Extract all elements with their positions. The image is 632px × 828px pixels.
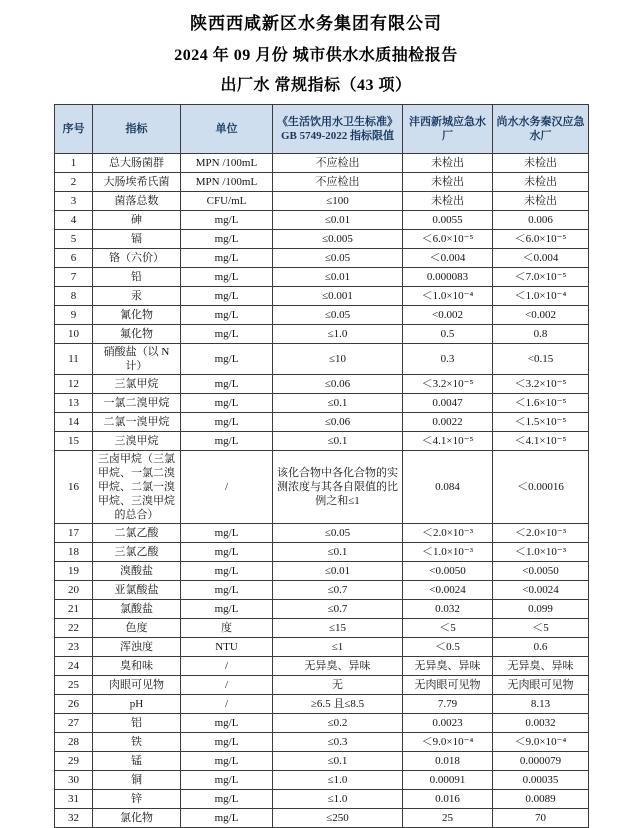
cell-indicator: 硝酸盐（以 N 计）: [93, 344, 181, 375]
cell-indicator: 氟化物: [93, 325, 181, 344]
cell-unit: MPN /100mL: [181, 173, 273, 192]
cell-limit: ≤0.01: [273, 211, 403, 230]
cell-no: 29: [55, 752, 93, 771]
table-row: [55, 733, 589, 752]
cell-indicator: 菌落总数: [93, 192, 181, 211]
cell-plant1: <0.0050: [403, 562, 493, 581]
cell-no: 24: [55, 657, 93, 676]
cell-unit: mg/L: [181, 771, 273, 790]
cell-limit: ≤0.7: [273, 581, 403, 600]
table-row: [55, 790, 589, 809]
table-row: [55, 451, 589, 524]
cell-indicator: 铁: [93, 733, 181, 752]
cell-plant2: 0.0089: [493, 790, 589, 809]
cell-plant2: 未检出: [493, 154, 589, 173]
column-header-indicator: 指标: [93, 105, 181, 154]
cell-plant1: 0.5: [403, 325, 493, 344]
cell-limit: 不应检出: [273, 173, 403, 192]
cell-plant1: 25: [403, 809, 493, 828]
cell-limit: ≤1.0: [273, 771, 403, 790]
cell-unit: mg/L: [181, 432, 273, 451]
cell-limit: ≤15: [273, 619, 403, 638]
table-row: [55, 600, 589, 619]
table-row: [55, 268, 589, 287]
cell-unit: CFU/mL: [181, 192, 273, 211]
cell-unit: mg/L: [181, 714, 273, 733]
table-row: [55, 809, 589, 828]
table-row: [55, 432, 589, 451]
cell-unit: mg/L: [181, 325, 273, 344]
cell-plant1: 0.0023: [403, 714, 493, 733]
cell-limit: ≤10: [273, 344, 403, 375]
cell-plant1: 0.00091: [403, 771, 493, 790]
table-row: [55, 543, 589, 562]
table-row: [55, 375, 589, 394]
cell-plant2: 无肉眼可见物: [493, 676, 589, 695]
cell-plant1: ＜5: [403, 619, 493, 638]
cell-no: 14: [55, 413, 93, 432]
cell-plant2: ＜1.0×10⁻⁴: [493, 287, 589, 306]
cell-no: 18: [55, 543, 93, 562]
cell-unit: mg/L: [181, 413, 273, 432]
cell-plant1: 未检出: [403, 154, 493, 173]
cell-plant1: 未检出: [403, 192, 493, 211]
cell-plant1: 7.79: [403, 695, 493, 714]
table-row: [55, 306, 589, 325]
cell-no: 20: [55, 581, 93, 600]
cell-indicator: 一氯二溴甲烷: [93, 394, 181, 413]
cell-limit: ≤0.05: [273, 306, 403, 325]
cell-unit: mg/L: [181, 733, 273, 752]
cell-unit: 度: [181, 619, 273, 638]
cell-no: 6: [55, 249, 93, 268]
cell-no: 11: [55, 344, 93, 375]
cell-limit: ≤0.1: [273, 432, 403, 451]
cell-unit: mg/L: [181, 600, 273, 619]
cell-no: 9: [55, 306, 93, 325]
cell-unit: mg/L: [181, 375, 273, 394]
table-row: [55, 394, 589, 413]
column-header-plant2: 尚水水务秦汉应急水厂: [493, 105, 589, 154]
cell-unit: mg/L: [181, 543, 273, 562]
cell-indicator: 二氯一溴甲烷: [93, 413, 181, 432]
cell-indicator: 臭和味: [93, 657, 181, 676]
cell-no: 5: [55, 230, 93, 249]
cell-plant1: 0.0022: [403, 413, 493, 432]
cell-limit: 不应检出: [273, 154, 403, 173]
cell-indicator: 亚氯酸盐: [93, 581, 181, 600]
cell-limit: ≤100: [273, 192, 403, 211]
cell-plant1: <0.0024: [403, 581, 493, 600]
cell-no: 15: [55, 432, 93, 451]
cell-plant1: ＜9.0×10⁻⁴: [403, 733, 493, 752]
cell-plant2: ＜0.004: [493, 249, 589, 268]
table-row: [55, 581, 589, 600]
cell-limit: ≤1.0: [273, 325, 403, 344]
cell-limit: ≤1.0: [273, 790, 403, 809]
cell-plant1: 无肉眼可见物: [403, 676, 493, 695]
cell-no: 22: [55, 619, 93, 638]
cell-no: 13: [55, 394, 93, 413]
report-subtitle: 出厂水 常规指标（43 项）: [220, 77, 412, 94]
company-title: 陕西西咸新区水务集团有限公司: [190, 14, 442, 33]
column-header-unit: 单位: [181, 105, 273, 154]
cell-plant1: 0.084: [403, 451, 493, 524]
cell-indicator: 三溴甲烷: [93, 432, 181, 451]
table-row: [55, 714, 589, 733]
cell-indicator: 锰: [93, 752, 181, 771]
table-row: [55, 192, 589, 211]
cell-no: 32: [55, 809, 93, 828]
cell-plant2: 0.099: [493, 600, 589, 619]
cell-plant1: ＜0.004: [403, 249, 493, 268]
cell-indicator: pH: [93, 695, 181, 714]
cell-plant2: 0.0032: [493, 714, 589, 733]
table-row: [55, 676, 589, 695]
cell-unit: mg/L: [181, 287, 273, 306]
cell-unit: /: [181, 676, 273, 695]
cell-no: 28: [55, 733, 93, 752]
table-row: [55, 287, 589, 306]
cell-no: 30: [55, 771, 93, 790]
cell-indicator: 肉眼可见物: [93, 676, 181, 695]
table-header-row: [55, 105, 589, 154]
cell-plant1: 0.032: [403, 600, 493, 619]
cell-unit: /: [181, 451, 273, 524]
cell-indicator: 三卤甲烷（三氯甲烷、一氯二溴甲烷、二氯一溴甲烷、三溴甲烷的总合）: [93, 451, 181, 524]
cell-indicator: 氯化物: [93, 809, 181, 828]
cell-no: 3: [55, 192, 93, 211]
cell-limit: ≤0.05: [273, 524, 403, 543]
cell-limit: ≤0.1: [273, 752, 403, 771]
cell-limit: ≤0.3: [273, 733, 403, 752]
column-header-plant1: 沣西新城应急水厂: [403, 105, 493, 154]
cell-plant2: ＜3.2×10⁻⁵: [493, 375, 589, 394]
cell-plant2: <0.15: [493, 344, 589, 375]
table-row: [55, 211, 589, 230]
cell-indicator: 溴酸盐: [93, 562, 181, 581]
cell-limit: ≤0.7: [273, 600, 403, 619]
cell-plant2: ＜5: [493, 619, 589, 638]
cell-no: 1: [55, 154, 93, 173]
cell-plant2: 0.6: [493, 638, 589, 657]
cell-indicator: 砷: [93, 211, 181, 230]
cell-unit: mg/L: [181, 211, 273, 230]
cell-plant1: 0.000083: [403, 268, 493, 287]
cell-plant1: ＜2.0×10⁻³: [403, 524, 493, 543]
cell-plant2: 0.00035: [493, 771, 589, 790]
cell-unit: mg/L: [181, 306, 273, 325]
cell-limit: ≤0.1: [273, 394, 403, 413]
table-row: [55, 752, 589, 771]
cell-unit: mg/L: [181, 581, 273, 600]
table-row: [55, 562, 589, 581]
cell-plant1: ＜1.0×10⁻⁴: [403, 287, 493, 306]
cell-no: 10: [55, 325, 93, 344]
cell-limit: 无: [273, 676, 403, 695]
cell-no: 25: [55, 676, 93, 695]
cell-no: 4: [55, 211, 93, 230]
table-row: [55, 249, 589, 268]
cell-indicator: 二氯乙酸: [93, 524, 181, 543]
cell-plant2: 无异臭、异味: [493, 657, 589, 676]
cell-limit: ≤0.06: [273, 375, 403, 394]
table-row: [55, 344, 589, 375]
cell-indicator: 三氯甲烷: [93, 375, 181, 394]
cell-plant2: ＜2.0×10⁻³: [493, 524, 589, 543]
cell-no: 12: [55, 375, 93, 394]
cell-plant2: <0.002: [493, 306, 589, 325]
cell-plant1: ＜4.1×10⁻⁵: [403, 432, 493, 451]
cell-unit: mg/L: [181, 790, 273, 809]
cell-no: 31: [55, 790, 93, 809]
cell-indicator: 汞: [93, 287, 181, 306]
cell-indicator: 铜: [93, 771, 181, 790]
cell-limit: ≤0.05: [273, 249, 403, 268]
table-row: [55, 413, 589, 432]
cell-no: 16: [55, 451, 93, 524]
table-row: [55, 771, 589, 790]
cell-no: 2: [55, 173, 93, 192]
cell-plant2: ＜1.0×10⁻³: [493, 543, 589, 562]
cell-unit: mg/L: [181, 562, 273, 581]
cell-unit: mg/L: [181, 230, 273, 249]
cell-unit: mg/L: [181, 344, 273, 375]
cell-plant2: ＜9.0×10⁻⁴: [493, 733, 589, 752]
table-row: [55, 695, 589, 714]
cell-indicator: 氯酸盐: [93, 600, 181, 619]
cell-unit: NTU: [181, 638, 273, 657]
cell-limit: ≤250: [273, 809, 403, 828]
cell-plant1: 无异臭、异味: [403, 657, 493, 676]
cell-limit: ≤0.005: [273, 230, 403, 249]
table-row: [55, 325, 589, 344]
cell-limit: ≤0.1: [273, 543, 403, 562]
table-row: [55, 619, 589, 638]
cell-plant2: 0.000079: [493, 752, 589, 771]
cell-limit: ≤0.01: [273, 562, 403, 581]
cell-no: 21: [55, 600, 93, 619]
cell-plant2: ＜4.1×10⁻⁵: [493, 432, 589, 451]
cell-plant2: 0.006: [493, 211, 589, 230]
cell-limit: ≤1: [273, 638, 403, 657]
cell-no: 19: [55, 562, 93, 581]
cell-limit: 该化合物中各化合物的实测浓度与其各自限值的比例之和≤1: [273, 451, 403, 524]
cell-no: 26: [55, 695, 93, 714]
cell-plant1: <0.002: [403, 306, 493, 325]
water-quality-table: [54, 104, 589, 828]
cell-plant1: 0.0055: [403, 211, 493, 230]
cell-plant1: 0.0047: [403, 394, 493, 413]
column-header-limit: 《生活饮用水卫生标准》GB 5749-2022 指标限值: [273, 105, 403, 154]
cell-plant1: 0.018: [403, 752, 493, 771]
cell-plant2: 未检出: [493, 192, 589, 211]
cell-unit: /: [181, 657, 273, 676]
cell-indicator: 三氯乙酸: [93, 543, 181, 562]
cell-plant1: 未检出: [403, 173, 493, 192]
table-body: [55, 154, 589, 828]
cell-plant1: 0.3: [403, 344, 493, 375]
cell-plant2: <0.0024: [493, 581, 589, 600]
cell-plant2: 0.8: [493, 325, 589, 344]
report-title: 2024 年 09 月份 城市供水水质抽检报告: [174, 47, 458, 64]
cell-no: 17: [55, 524, 93, 543]
cell-plant2: <0.0050: [493, 562, 589, 581]
cell-indicator: 浑浊度: [93, 638, 181, 657]
table-row: [55, 173, 589, 192]
cell-indicator: 铝: [93, 714, 181, 733]
table-row: [55, 638, 589, 657]
cell-indicator: 锌: [93, 790, 181, 809]
cell-indicator: 总大肠菌群: [93, 154, 181, 173]
cell-plant1: ＜6.0×10⁻⁵: [403, 230, 493, 249]
cell-plant1: ＜1.0×10⁻³: [403, 543, 493, 562]
cell-indicator: 镉: [93, 230, 181, 249]
cell-plant1: 0.016: [403, 790, 493, 809]
cell-plant2: ＜1.6×10⁻⁵: [493, 394, 589, 413]
cell-plant2: ＜1.5×10⁻⁵: [493, 413, 589, 432]
cell-indicator: 氰化物: [93, 306, 181, 325]
cell-plant2: 70: [493, 809, 589, 828]
cell-plant1: ＜0.5: [403, 638, 493, 657]
cell-unit: mg/L: [181, 809, 273, 828]
cell-plant2: ＜6.0×10⁻⁵: [493, 230, 589, 249]
cell-indicator: 色度: [93, 619, 181, 638]
cell-plant2: ＜7.0×10⁻⁵: [493, 268, 589, 287]
cell-no: 23: [55, 638, 93, 657]
cell-plant2: 8.13: [493, 695, 589, 714]
cell-no: 7: [55, 268, 93, 287]
cell-unit: mg/L: [181, 752, 273, 771]
cell-unit: /: [181, 695, 273, 714]
cell-limit: ≥6.5 且≤8.5: [273, 695, 403, 714]
cell-plant1: ＜3.2×10⁻⁵: [403, 375, 493, 394]
cell-unit: mg/L: [181, 268, 273, 287]
cell-unit: mg/L: [181, 524, 273, 543]
cell-unit: MPN /100mL: [181, 154, 273, 173]
cell-limit: ≤0.01: [273, 268, 403, 287]
cell-indicator: 铅: [93, 268, 181, 287]
cell-limit: ≤0.06: [273, 413, 403, 432]
column-header-no: 序号: [55, 105, 93, 154]
table-row: [55, 657, 589, 676]
cell-indicator: 铬（六价）: [93, 249, 181, 268]
cell-unit: mg/L: [181, 394, 273, 413]
cell-no: 8: [55, 287, 93, 306]
cell-limit: ≤0.2: [273, 714, 403, 733]
table-row: [55, 154, 589, 173]
cell-indicator: 大肠埃希氏菌: [93, 173, 181, 192]
cell-limit: 无异臭、异味: [273, 657, 403, 676]
cell-no: 27: [55, 714, 93, 733]
cell-unit: mg/L: [181, 249, 273, 268]
cell-limit: ≤0.001: [273, 287, 403, 306]
table-row: [55, 230, 589, 249]
cell-plant2: 未检出: [493, 173, 589, 192]
table-row: [55, 524, 589, 543]
cell-plant2: ＜0.00016: [493, 451, 589, 524]
